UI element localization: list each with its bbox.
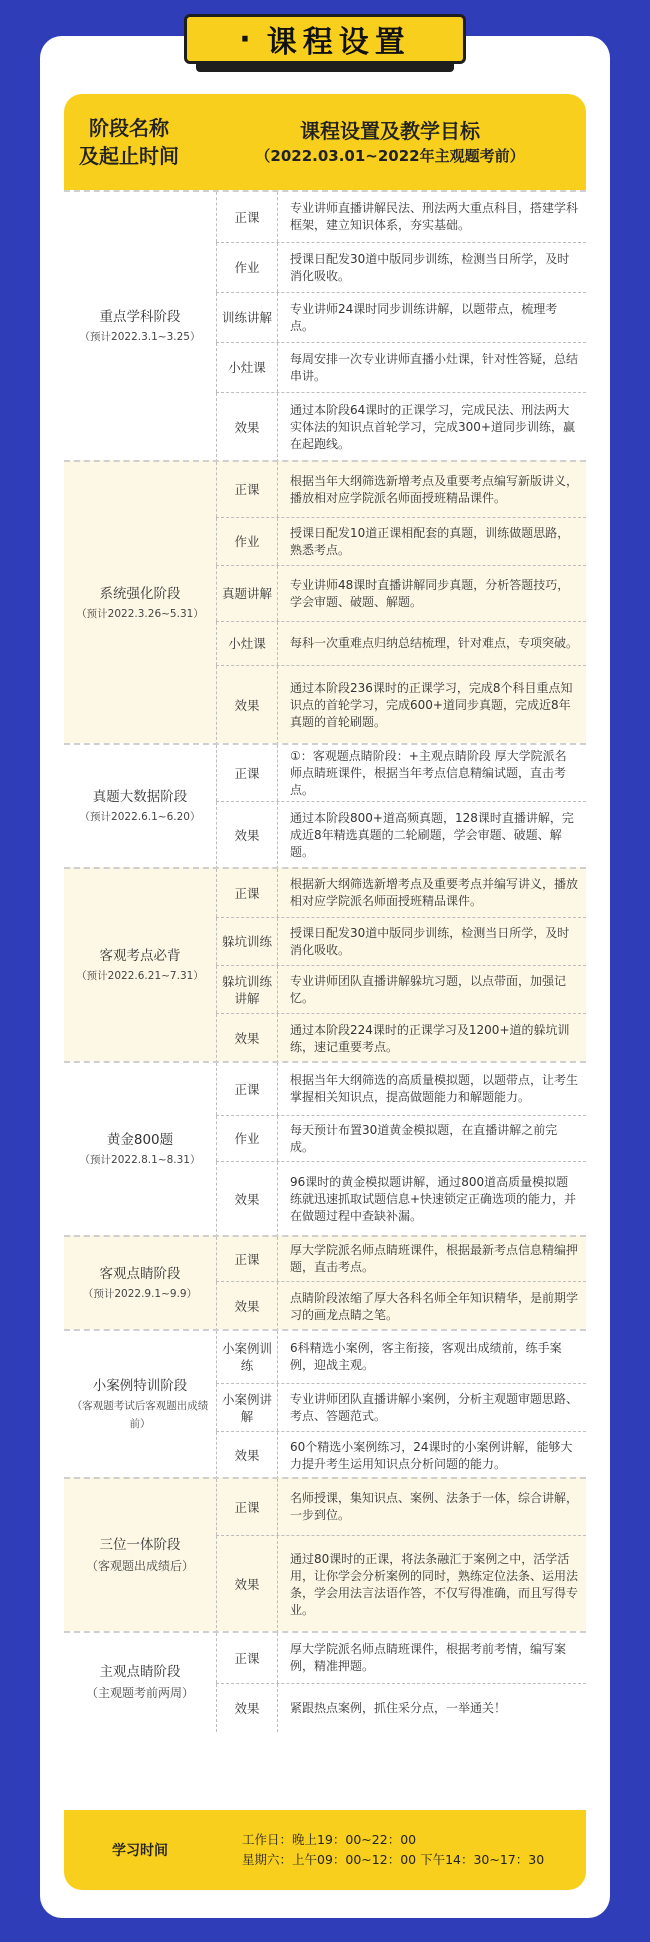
stage-section [64, 1061, 586, 1235]
course-type-label: 作业 [216, 518, 278, 565]
stage-section [64, 190, 586, 460]
stage-name: 小案例特训阶段 [92, 1378, 188, 1394]
course-description: 专业讲师团队直播讲解小案例，分析主观题审题思路、考点、答题范式。 [290, 1391, 579, 1423]
course-row [216, 392, 586, 462]
course-type-label: 小案例训练 [216, 1331, 278, 1383]
course-type-label: 效果 [216, 1684, 278, 1732]
stage-section [64, 1329, 586, 1477]
course-description: 根据当年大纲筛选的高质量模拟题，以题带点，让考生掌握相关知识点，提高做题能力和解题能力。 [290, 1073, 579, 1104]
course-type-label: 正课 [216, 1633, 278, 1683]
header-right [194, 94, 586, 190]
stage-info [64, 745, 216, 867]
course-description: 授课日配发30道中版同步训练，检测当日所学，及时消化吸收。 [290, 251, 570, 283]
course-row [216, 665, 586, 745]
stage-name: 黄金800题 [106, 1132, 174, 1148]
course-row [216, 1633, 586, 1683]
course-row [216, 242, 586, 292]
course-row [216, 192, 586, 242]
header-right-line1: 课程设置及教学目标 [300, 119, 480, 143]
title-bullet: · [239, 21, 257, 57]
course-type-label: 效果 [216, 802, 278, 869]
stage-period: （预计2022.6.1~6.20） [79, 811, 201, 823]
course-row [216, 517, 586, 565]
course-row [216, 1383, 586, 1431]
course-type-label: 训练讲解 [216, 293, 278, 342]
course-description: 授课日配发10道正课相配套的真题，训练做题思路，熟悉考点。 [290, 525, 570, 557]
table-header [64, 94, 586, 190]
course-description: 通过本阶段800+道高频真题，128课时直播讲解，完成近8年精选真题的二轮刷题，学会审题、破题、解题。 [290, 811, 574, 859]
course-description: 专业讲师24课时同步训练讲解，以题带点，梳理考点。 [290, 301, 558, 333]
section-title-banner [184, 14, 466, 64]
stage-info [64, 1633, 216, 1730]
course-row [216, 1535, 586, 1633]
course-row [216, 565, 586, 621]
stage-period: （预计2022.3.26~5.31） [76, 607, 204, 620]
course-description: 厚大学院派名师点睛班课件，根据最新考点信息精编押题，直击考点。 [290, 1243, 579, 1274]
course-description: 通过本阶段236课时的正课学习，完成8个科目重点知识点的首轮学习，完成600+道同步真题，完成近8年真题的首轮刷题。 [290, 681, 573, 729]
stage-name: 真题大数据阶段 [92, 789, 188, 805]
course-row [216, 1237, 586, 1281]
course-description: 6科精选小案例，客主衔接，客观出成绩前，练手案例，迎战主观。 [290, 1341, 562, 1372]
study-time-row [64, 1810, 586, 1890]
course-row [216, 917, 586, 965]
course-description: 点睛阶段浓缩了厚大各科名师全年知识精华，是前期学习的画龙点睛之笔。 [290, 1290, 579, 1322]
course-row [216, 869, 586, 917]
course-type-label: 正课 [216, 1479, 278, 1535]
stage-section [64, 1477, 586, 1631]
course-type-label: 效果 [216, 1432, 278, 1479]
stage-info [64, 462, 216, 743]
course-description: 紧跟热点案例，抓住采分点，一举通关！ [290, 1700, 507, 1715]
course-type-label: 躲坑训练讲解 [216, 966, 278, 1013]
stage-period: （预计2022.9.1~9.9） [82, 1288, 198, 1300]
stage-period: （预计2022.3.1~3.25） [79, 331, 201, 343]
header-left-line1: 阶段名称 [89, 116, 169, 140]
course-row [216, 1063, 586, 1115]
stage-period: （客观题考试后客观题出成绩前） [71, 1400, 209, 1430]
stage-period: （主观题考前两周） [85, 1685, 194, 1700]
course-description: 授课日配发30道中版同步训练，检测当日所学，及时消化吸收。 [290, 925, 570, 957]
course-type-label: 真题讲解 [216, 566, 278, 621]
course-description: 每科一次重难点归纳总结梳理，针对难点，专项突破。 [290, 636, 579, 650]
course-type-label: 效果 [216, 666, 278, 745]
course-description: 通过本阶段224课时的正课学习及1200+道的躲坑训练，速记重要考点。 [290, 1022, 570, 1054]
stage-info [64, 1479, 216, 1631]
course-table [64, 94, 586, 1890]
course-type-label: 正课 [216, 462, 278, 517]
stage-section [64, 867, 586, 1061]
course-type-label: 小灶课 [216, 343, 278, 392]
course-row [216, 1013, 586, 1063]
stage-section [64, 1631, 586, 1730]
course-type-label: 效果 [216, 1014, 278, 1063]
course-type-label: 正课 [216, 869, 278, 917]
course-type-label: 正课 [216, 745, 278, 801]
course-description: 专业讲师48课时直播讲解同步真题，分析答题技巧，学会审题、破题、解题。 [290, 577, 570, 609]
stage-section [64, 460, 586, 743]
course-description: ①：客观题点睛阶段：+主观点睛阶段 厚大学院派名师点睛班课件，根据当年考点信息精编试题，直击考点。 [290, 748, 567, 797]
course-row [216, 1331, 586, 1383]
header-right-line2: （2022.03.01~2022年主观题考前） [255, 147, 525, 165]
course-type-label: 小案例讲解 [216, 1384, 278, 1431]
section-title: 课程设置 [266, 25, 411, 60]
stage-section [64, 1235, 586, 1329]
course-type-label: 正课 [216, 1237, 278, 1281]
course-row [216, 292, 586, 342]
course-type-label: 效果 [216, 1282, 278, 1331]
course-description: 专业讲师团队直播讲解躲坑习题，以点带面，加强记忆。 [290, 973, 567, 1005]
stage-name: 主观点睛阶段 [99, 1663, 181, 1680]
course-description: 名师授课，集知识点、案例、法条于一体，综合讲解，一步到位。 [290, 1491, 579, 1522]
banner-underline [196, 64, 454, 72]
course-description: 通过本阶段64课时的正课学习，完成民法、刑法两大实体法的知识点首轮学习，完成300+道同步训练，赢在起跑线。 [290, 403, 575, 451]
stage-name: 三位一体阶段 [99, 1537, 181, 1553]
study-time-weekday: 工作日：晚上19：00~22：00 [242, 1832, 417, 1847]
course-type-label: 效果 [216, 1162, 278, 1237]
stage-name: 客观考点必背 [99, 948, 181, 964]
course-row [216, 1161, 586, 1237]
course-type-label: 正课 [216, 192, 278, 242]
course-description: 根据当年大纲筛选新增考点及重要考点编写新版讲义，播放相对应学院派名师面授班精品课件。 [290, 473, 579, 505]
stage-period: （预计2022.6.21~7.31） [76, 970, 204, 982]
course-row [216, 1683, 586, 1732]
course-description: 每天预计布置30道黄金模拟题，在直播讲解之前完成。 [290, 1122, 558, 1154]
stage-section [64, 743, 586, 867]
stage-info [64, 869, 216, 1061]
course-type-label: 效果 [216, 393, 278, 462]
stage-info [64, 1237, 216, 1329]
stage-name: 系统强化阶段 [99, 585, 181, 602]
course-description: 专业讲师直播讲解民法、刑法两大重点科目，搭建学科框架，建立知识体系，夯实基础。 [290, 201, 579, 232]
course-row [216, 1281, 586, 1331]
course-description: 根据新大纲筛选新增考点及重要考点并编写讲义，播放相对应学院派名师面授班精品课件。 [290, 877, 579, 908]
course-row [216, 621, 586, 665]
stage-name: 重点学科阶段 [99, 309, 181, 325]
study-time-label: 学习时间 [112, 1843, 168, 1859]
course-type-label: 小灶课 [216, 622, 278, 665]
stage-info [64, 1331, 216, 1477]
course-description: 厚大学院派名师点睛班课件，根据考前考情，编写案例，精准押题。 [290, 1642, 567, 1673]
course-type-label: 躲坑训练 [216, 918, 278, 965]
course-type-label: 作业 [216, 1116, 278, 1161]
course-row [216, 801, 586, 869]
header-left-line2: 及起止时间 [79, 144, 179, 168]
course-description: 60个精选小案例练习，24课时的小案例讲解，能够大力提升考生运用知识点分析问题的能力。 [290, 1439, 573, 1471]
course-row [216, 1479, 586, 1535]
course-type-label: 作业 [216, 243, 278, 292]
course-description: 通过80课时的正课，将法条融汇于案例之中，活学活用，让你学会分析案例的同时，熟练定位法条、运用法条，学会用法言法语作答，不仅写得准确，而且写得专业。 [290, 1551, 579, 1617]
course-row [216, 342, 586, 392]
course-row [216, 1431, 586, 1479]
stage-period: （预计2022.8.1~8.31） [79, 1154, 201, 1166]
course-type-label: 正课 [216, 1063, 278, 1115]
course-row [216, 462, 586, 517]
course-description: 96课时的黄金模拟题讲解，通过800道高质量模拟题练就迅速抓取试题信息+快速锁定正确选项的能力，并在做题过程中查缺补漏。 [290, 1175, 577, 1223]
course-row [216, 965, 586, 1013]
header-left [64, 94, 194, 190]
study-time-saturday: 星期六：上午09：00~12：00 下午14：30~17：30 [242, 1852, 545, 1867]
course-description: 每周安排一次专业讲师直播小灶课，针对性答疑，总结串讲。 [290, 351, 579, 383]
course-row [216, 745, 586, 801]
course-row [216, 1115, 586, 1161]
stage-period: （客观题出成绩后） [85, 1559, 194, 1573]
study-time-values [216, 1810, 586, 1890]
stage-info [64, 192, 216, 460]
stage-info [64, 1063, 216, 1235]
stage-name: 客观点睛阶段 [99, 1266, 181, 1282]
course-type-label: 效果 [216, 1536, 278, 1633]
